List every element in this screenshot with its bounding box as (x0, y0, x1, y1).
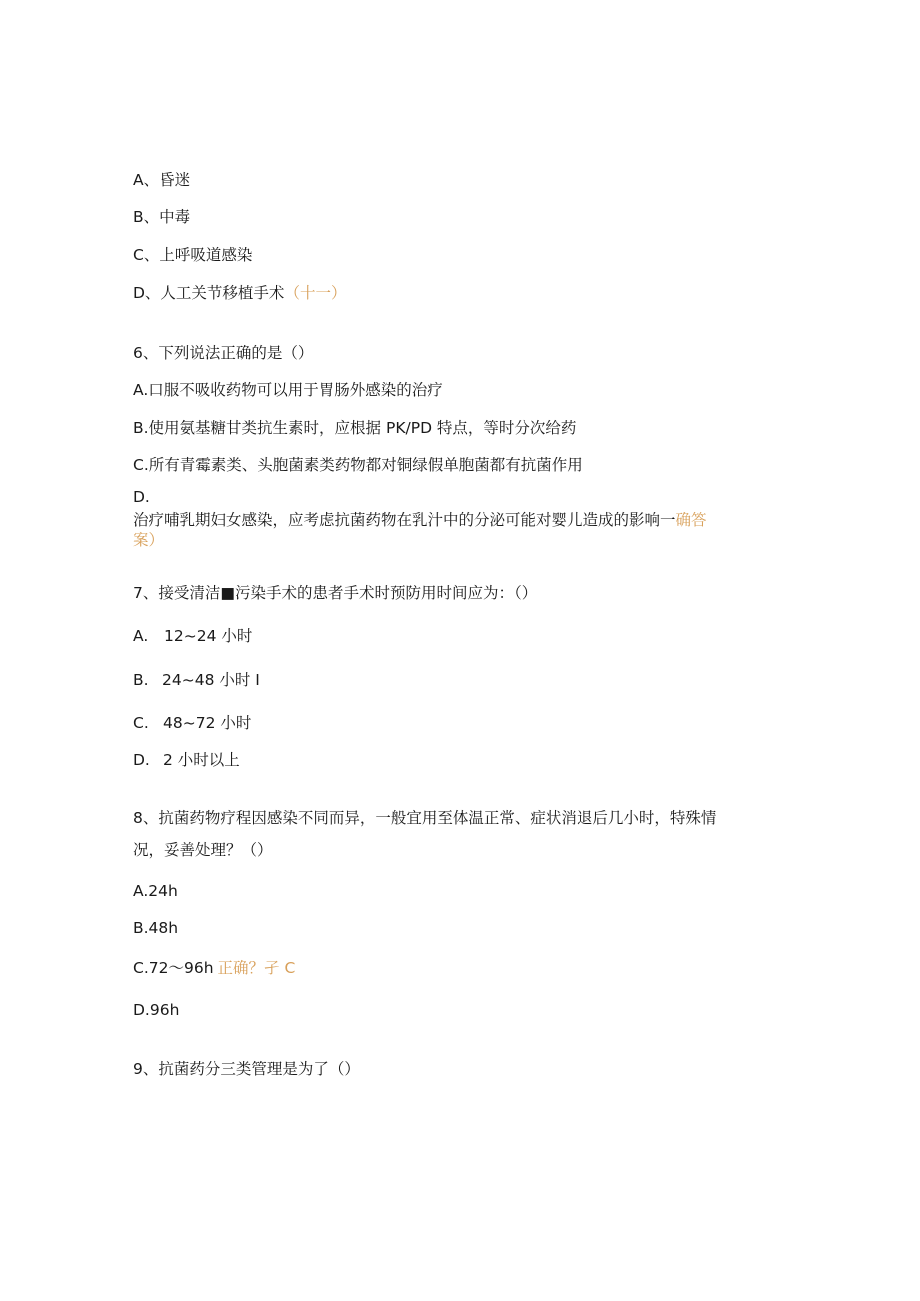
option-label: C. (133, 714, 149, 732)
q7-option-d (133, 750, 240, 770)
q8-option-d: D.96h (133, 1001, 180, 1019)
q6-option-d-label: D. (133, 488, 150, 506)
q8-stem-line2: 况，妥善处理？（） (133, 841, 273, 859)
option-text: 24~48 小时 I (162, 671, 260, 689)
option-text: 2 小时以上 (163, 751, 240, 769)
q7-option-c (133, 713, 251, 733)
q6-option-d-continued: 案） (133, 531, 165, 549)
q7-stem: 7、接受清洁■污染手术的患者手术时预防用时间应为：（） (133, 584, 538, 602)
q6-option-d-text: 治疗哺乳期妇女感染，应考虑抗菌药物在乳汁中的分泌可能对婴儿造成的影响一 (133, 511, 676, 529)
answer-mark: 正确？孑 C (217, 959, 296, 977)
q5-option-d-text: D、人工关节移植手术 (133, 284, 285, 302)
option-text: 48~72 小时 (163, 714, 252, 732)
q5-option-c: C、上呼吸道感染 (133, 246, 253, 264)
option-label: A. (133, 627, 149, 645)
q7-option-b (133, 670, 260, 690)
q8-option-c (133, 958, 295, 978)
q8-option-a: A.24h (133, 882, 178, 900)
q8-option-b: B.48h (133, 919, 179, 937)
option-label: B. (133, 671, 149, 689)
q6-stem: 6、下列说法正确的是（） (133, 344, 314, 362)
q8-stem-line1: 8、抗菌药物疗程因感染不同而异，一般宜用至体温正常、症状消退后几小时，特殊情 (133, 809, 717, 827)
option-label: D. (133, 751, 150, 769)
q7-option-a (133, 626, 252, 646)
q6-option-d (133, 510, 707, 530)
q8-option-c-text: C.72～96h (133, 959, 214, 977)
answer-mark: （十一） (284, 284, 347, 302)
q5-option-a: A、昏迷 (133, 171, 191, 189)
option-text: 12~24 小时 (164, 627, 253, 645)
q9-stem: 9、抗菌药分三类管理是为了（） (133, 1060, 360, 1078)
q6-option-b: B.使用氨基糖甘类抗生素时，应根据 PK/PD 特点，等时分次给药 (133, 419, 577, 437)
q5-option-b: B、中毒 (133, 208, 191, 226)
q6-option-a: A.口服不吸收药物可以用于胃肠外感染的治疗 (133, 381, 443, 399)
q6-option-c: C.所有青霉素类、头胞菌素类药物都对铜绿假单胞菌都有抗菌作用 (133, 456, 583, 474)
q5-option-d (133, 283, 346, 303)
answer-mark: 确答 (675, 511, 707, 529)
